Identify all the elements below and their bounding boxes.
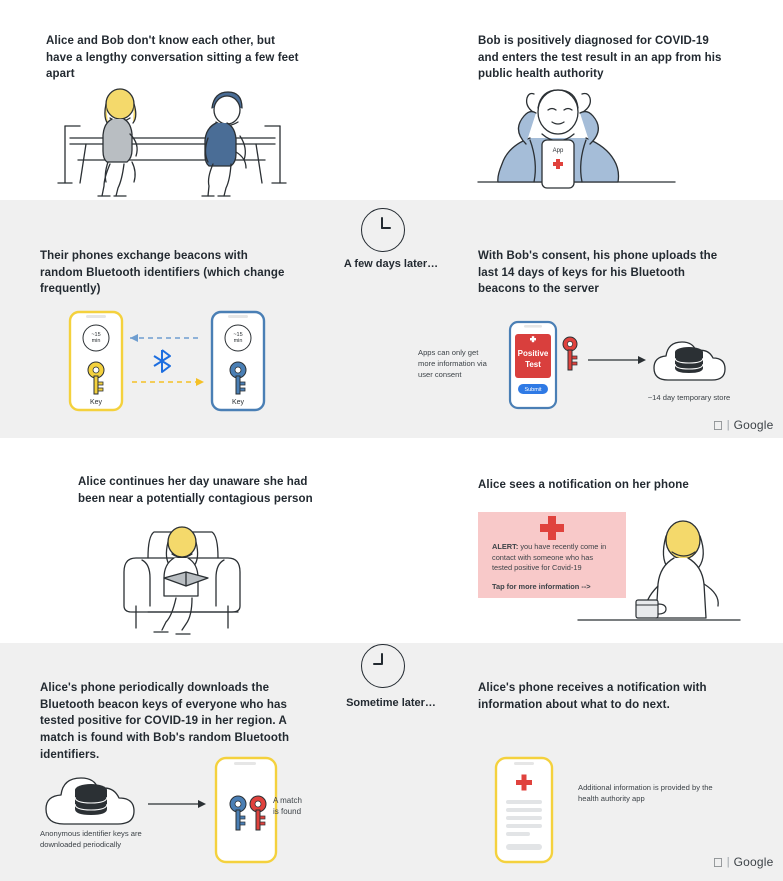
brand-divider: | <box>717 419 720 431</box>
panel-2-caption: Bob is positively diagnosed for COVID-19 and enters the test result in an app from his public health authority <box>478 35 722 81</box>
google-wordmark: Google <box>723 418 764 432</box>
panel-1-caption: Alice and Bob don't know each other, but have a lengthy conversation sitting a few feet apart <box>46 35 299 81</box>
panel-4-caption: With Bob's consent, his phone uploads the last 14 days of keys for his Bluetooth beacons to the server <box>478 250 718 296</box>
brand-apple-google-2 <box>713 855 774 869</box>
alert-body: you have recently come in contact with someone who has tested positive for Covid-19 <box>492 542 607 573</box>
svg-text:~15: ~15 <box>91 332 101 338</box>
alert-cta[interactable]: Tap for more information --> <box>492 582 591 591</box>
panel-8-caption: Alice's phone receives a notification with information about what to do next. <box>478 682 707 711</box>
panel-5-caption: Alice continues her day unaware she had been near a potentially contagious person <box>78 476 313 505</box>
match-phone <box>216 758 276 862</box>
panel-7-caption: Alice's phone periodically downloads the Bluetooth beacon keys of everyone who has tested positive for COVID-19 in her region. A match is found with Bob's random Bluetooth identifiers. <box>40 682 290 761</box>
apple-logo-icon <box>713 419 723 432</box>
clock-icon-1 <box>361 208 405 252</box>
illustration-upload-keys <box>506 322 746 414</box>
illustration-bob-app <box>470 82 730 194</box>
svg-text:min: min <box>91 338 101 344</box>
server-caption: ~14 day temporary store <box>647 393 731 402</box>
left-phone-key-label: Key <box>89 399 103 406</box>
panel-6-caption: Alice sees a notification on her phone <box>478 479 689 491</box>
left-phone <box>70 312 122 410</box>
time-marker-1-label: A few days later… <box>343 258 439 270</box>
brand-divider: | <box>717 856 720 868</box>
panel-7-server-caption: Anonymous identifier keys are downloaded periodically <box>40 829 142 849</box>
apple-logo-icon <box>713 856 723 869</box>
phone-line1: Positive <box>517 349 549 358</box>
panel-8-note: Additional information is provided by the health authority app <box>578 783 713 803</box>
illustration-armchair <box>112 512 322 638</box>
database-cylinder-icon <box>46 778 134 824</box>
illustration-notification-scene <box>478 508 770 642</box>
google-wordmark: Google <box>723 855 764 869</box>
match-found-text <box>273 795 333 818</box>
illustration-phone-exchange <box>60 310 290 415</box>
illustration-bench-scene <box>40 78 300 198</box>
bluetooth-icon <box>154 350 170 372</box>
illustration-info-phone <box>492 758 562 868</box>
database-cylinder-icon <box>654 342 725 380</box>
phone-line2: Test <box>525 360 541 369</box>
brand-apple-google-1 <box>713 418 774 432</box>
svg-text:min: min <box>233 338 243 344</box>
right-phone-key-label: Key <box>231 399 245 406</box>
red-key-icon <box>563 337 577 370</box>
phone-submit-label: Submit <box>524 387 542 393</box>
panel-2-phone-label: App <box>552 148 564 154</box>
match-line-2: is found <box>273 807 302 817</box>
svg-text:~15: ~15 <box>233 332 243 338</box>
panel-3-caption: Their phones exchange beacons with random Bluetooth identifiers (which change frequently) <box>40 250 285 296</box>
time-marker-2-label: Sometime later… <box>346 697 436 709</box>
clock-icon-2 <box>361 644 405 688</box>
match-line-1: A match <box>273 796 302 805</box>
right-phone <box>212 312 264 410</box>
alert-text <box>492 542 610 574</box>
panel-4-consent-note: Apps can only get more information via user consent <box>418 348 487 379</box>
alert-prefix: ALERT: <box>492 542 519 551</box>
positive-test-phone <box>510 322 556 408</box>
